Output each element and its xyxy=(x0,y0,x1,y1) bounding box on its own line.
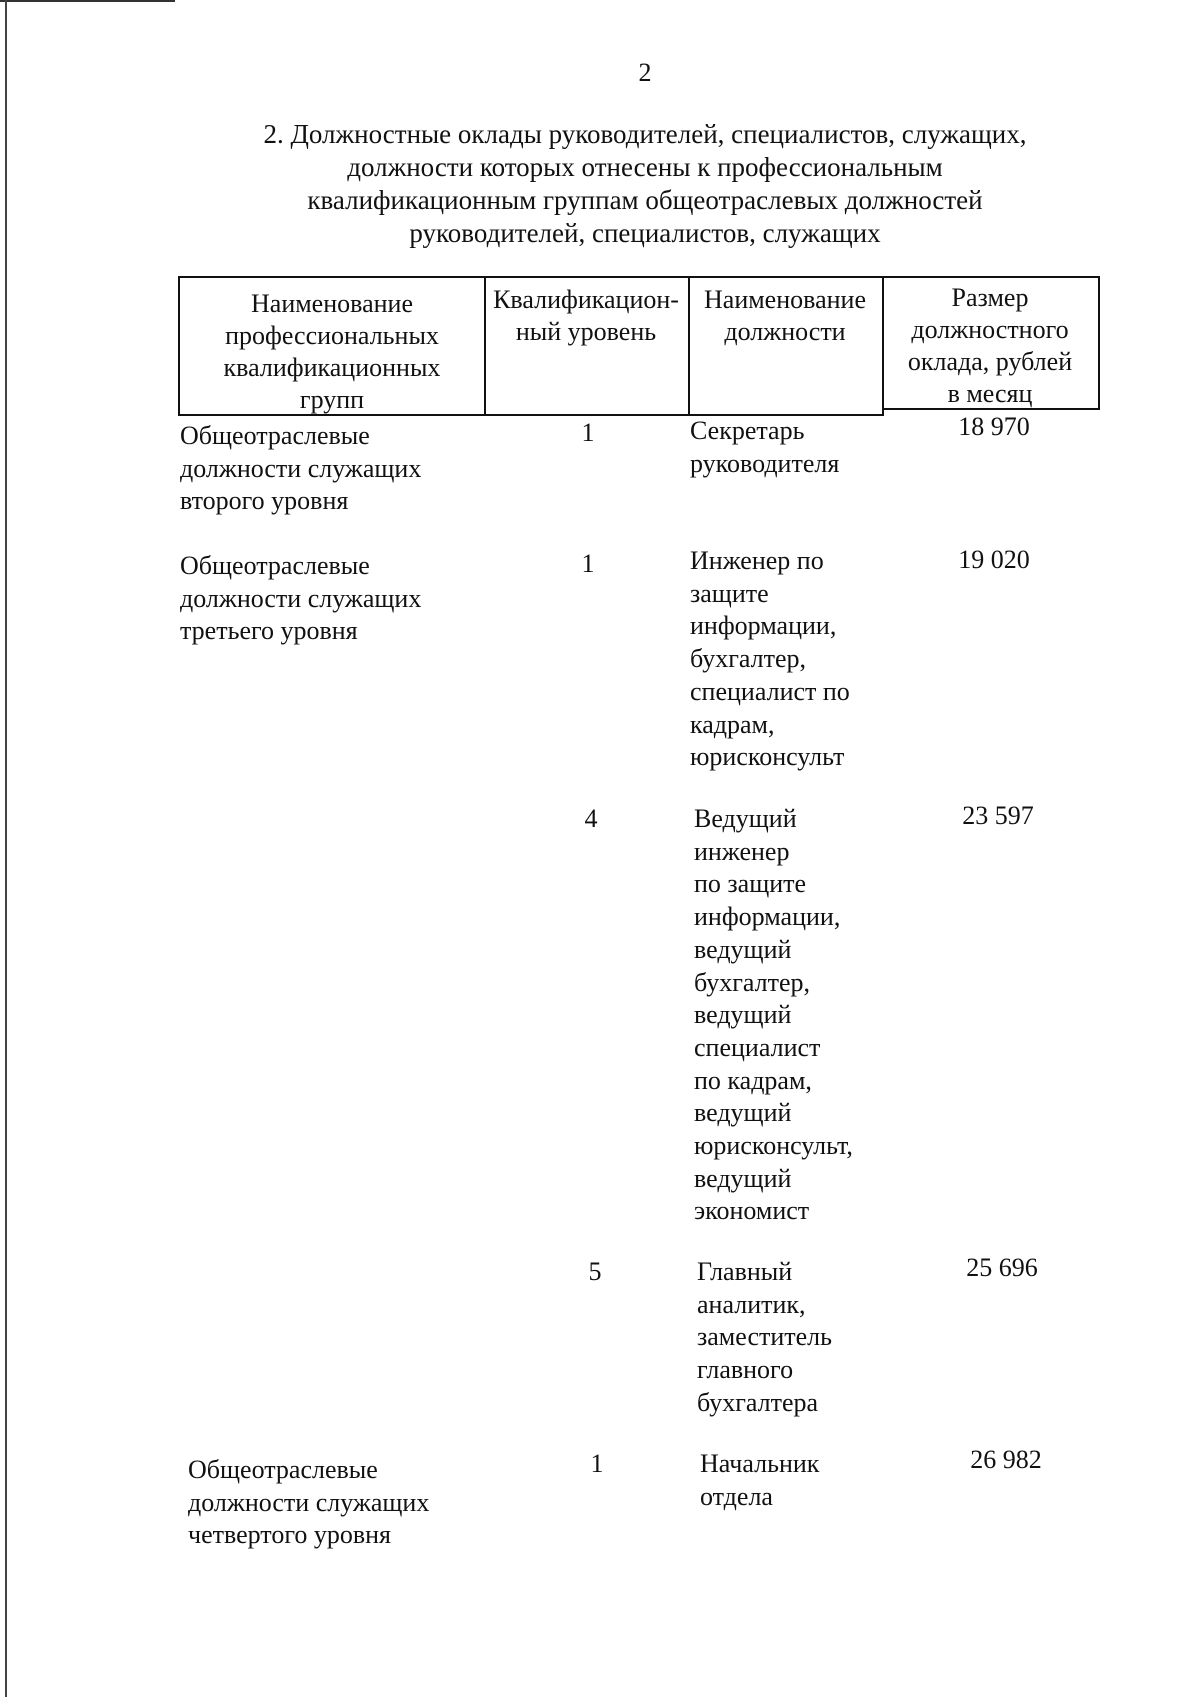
position-line: защите xyxy=(690,578,769,608)
position-line: Начальник xyxy=(700,1449,820,1478)
position-line: ведущий xyxy=(694,1000,792,1030)
position-line: Инженер по xyxy=(690,546,824,575)
scan-edge-left xyxy=(5,0,7,1697)
table-row-group xyxy=(180,420,480,518)
table-row-position xyxy=(690,415,890,480)
table-row-salary: 26 982 xyxy=(970,1445,1042,1474)
heading-line: 2. Должностные оклады руководителей, специалистов, служащих, xyxy=(263,119,1027,149)
header-text: Наименование xyxy=(251,289,413,318)
position-line: Главный xyxy=(697,1257,793,1286)
header-cell-qualification-level xyxy=(484,276,690,416)
table-row-salary: 18 970 xyxy=(958,412,1030,441)
position-line: руководителя xyxy=(690,448,840,478)
position-line: информации, xyxy=(694,902,841,932)
position-line: отдела xyxy=(700,1481,773,1511)
table-row-level: 1 xyxy=(590,1449,604,1478)
group-line: должности служащих xyxy=(180,583,422,613)
heading-line: должности которых отнесены к профессиональным xyxy=(347,152,943,182)
table-row-group xyxy=(188,1454,488,1552)
header-cell-group-name xyxy=(178,276,486,416)
page-number: 2 xyxy=(638,58,652,87)
position-line: инженер xyxy=(694,836,790,866)
group-line: должности служащих xyxy=(188,1487,430,1517)
position-line: бухгалтера xyxy=(697,1387,819,1417)
header-cell-salary xyxy=(882,276,1100,410)
table-row-level: 5 xyxy=(588,1257,602,1286)
table-row-position xyxy=(690,545,890,774)
position-line: информации, xyxy=(690,611,837,641)
table-row-position xyxy=(697,1256,897,1420)
position-line: специалист xyxy=(694,1032,821,1062)
header-text: Размер xyxy=(951,283,1029,312)
header-text: ный уровень xyxy=(515,317,657,346)
group-line: Общеотраслевые xyxy=(180,551,370,580)
table-row-salary: 23 597 xyxy=(962,801,1034,830)
position-line: заместитель xyxy=(697,1322,833,1352)
position-line: ведущий xyxy=(694,934,792,964)
header-text: должностного xyxy=(911,315,1069,344)
group-line: Общеотраслевые xyxy=(180,421,370,450)
position-line: кадрам, xyxy=(690,709,775,739)
table-row-level: 1 xyxy=(581,549,595,578)
position-line: бухгалтер, xyxy=(694,967,811,997)
position-line: юрисконсульт, xyxy=(694,1131,853,1161)
position-line: ведущий xyxy=(694,1098,792,1128)
header-text: групп xyxy=(299,385,365,414)
group-line: третьего уровня xyxy=(180,616,358,646)
header-text: Квалификацион- xyxy=(493,285,679,314)
heading-line: руководителей, специалистов, служащих xyxy=(409,218,881,248)
position-line: экономист xyxy=(694,1196,810,1226)
table-row-level: 1 xyxy=(581,418,595,447)
position-line: специалист по xyxy=(690,676,850,706)
header-text: Наименование xyxy=(704,285,866,314)
position-line: юрисконсульт xyxy=(690,742,845,772)
header-text: оклада, рублей xyxy=(907,347,1073,376)
heading-line: квалификационным группам общеотраслевых должностей xyxy=(307,185,983,215)
position-line: аналитик, xyxy=(697,1289,806,1319)
header-text: в месяц xyxy=(947,379,1033,408)
position-line: Ведущий xyxy=(694,804,797,833)
position-line: по защите xyxy=(694,869,807,899)
table-row-position xyxy=(700,1448,900,1513)
position-line: по кадрам, xyxy=(694,1065,812,1095)
header-cell-position-name xyxy=(688,276,884,416)
group-line: Общеотраслевые xyxy=(188,1455,378,1484)
position-line: главного xyxy=(697,1355,794,1385)
position-line: ведущий xyxy=(694,1163,792,1193)
table-row-position xyxy=(694,803,894,1228)
table-row-salary: 19 020 xyxy=(958,545,1030,574)
header-text: квалификационных xyxy=(223,353,441,382)
table-row-group xyxy=(180,550,480,648)
group-line: второго уровня xyxy=(180,486,349,516)
table-row-salary: 25 696 xyxy=(966,1253,1038,1282)
group-line: четвертого уровня xyxy=(188,1520,391,1550)
table-row-level: 4 xyxy=(584,804,598,833)
group-line: должности служащих xyxy=(180,453,422,483)
section-heading xyxy=(230,118,1060,250)
position-line: Секретарь xyxy=(690,416,805,445)
position-line: бухгалтер, xyxy=(690,644,807,674)
table-header xyxy=(178,276,1100,416)
scan-edge-top xyxy=(0,0,175,2)
header-text: профессиональных xyxy=(225,321,439,350)
header-text: должности xyxy=(724,317,846,346)
